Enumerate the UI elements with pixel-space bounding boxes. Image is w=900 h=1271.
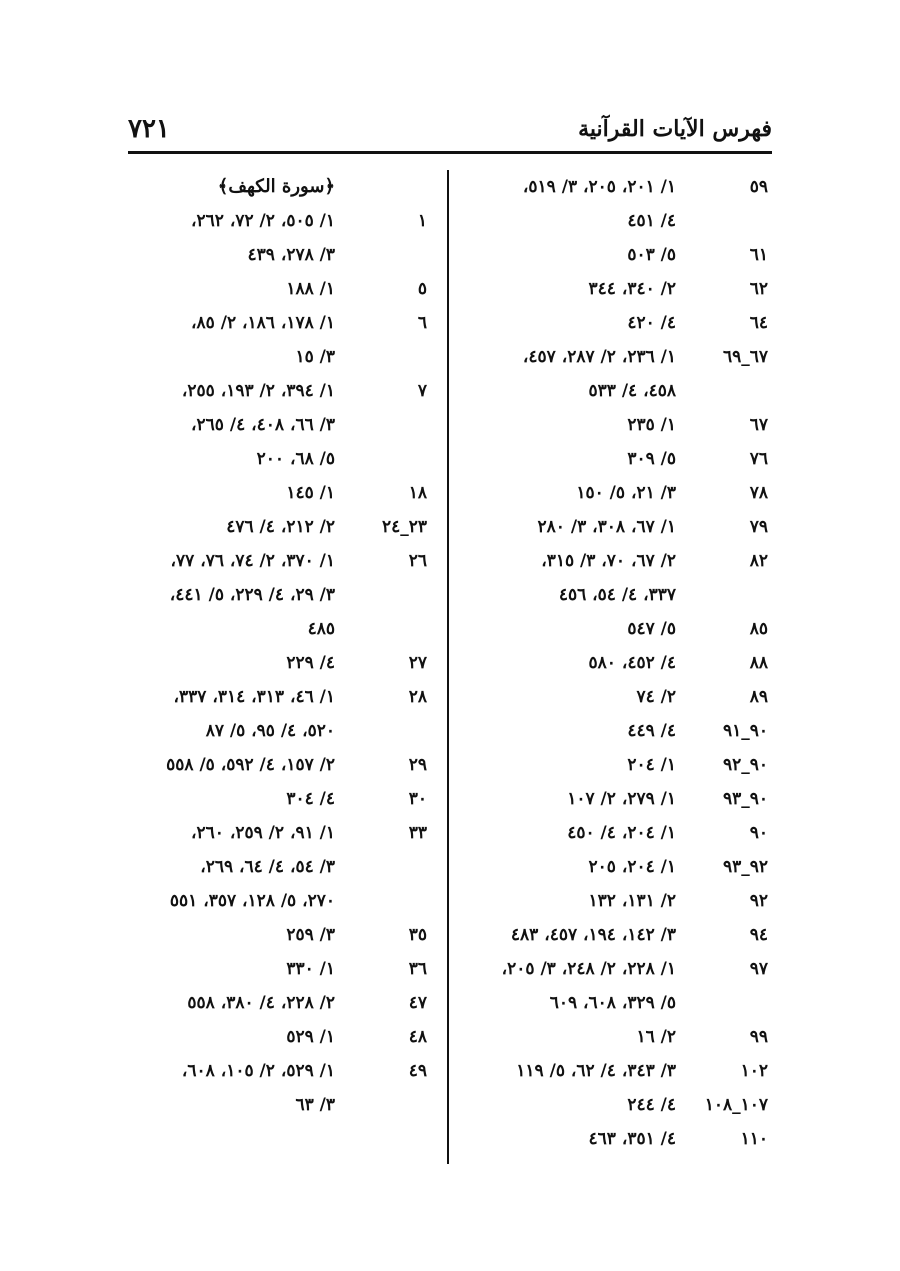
ayah-number: ٩٠_٩٢: [722, 755, 768, 775]
index-row: [466, 884, 776, 918]
index-row: [120, 442, 435, 476]
volume-page-reference: ١/ ٤٦، ٣١٣، ٣١٤، ٣٣٧،: [173, 687, 335, 707]
volume-page-reference: ١/ ٢٠١، ٢٠٥، ٣/ ٥١٩،: [522, 177, 676, 197]
volume-page-reference: ٤/ ٢٢٩: [286, 653, 335, 673]
index-row: [120, 612, 435, 646]
index-row: [466, 1054, 776, 1088]
volume-page-reference: ٥/ ٥٤٧: [627, 619, 676, 639]
volume-page-reference: ٢٧٠، ٥/ ١٢٨، ٣٥٧، ٥٥١: [169, 891, 335, 911]
index-row: [120, 918, 435, 952]
ayah-number: ١: [417, 211, 427, 231]
index-row: [120, 952, 435, 986]
volume-page-reference: ١/ ٢٠٤، ٤/ ٤٥٠: [567, 823, 676, 843]
page-number: ٧٢١: [128, 114, 170, 144]
volume-page-reference: ٤٥٨، ٤/ ٥٣٣: [588, 381, 676, 401]
volume-page-reference: ٥٢٠، ٤/ ٩٥، ٥/ ٨٧: [205, 721, 335, 741]
volume-page-reference: ٢/ ٣٤٠، ٣٤٤: [588, 279, 676, 299]
volume-page-reference: ٤/ ٤٥١: [627, 211, 676, 231]
ayah-number: ٤٨: [408, 1027, 427, 1047]
index-row: [120, 306, 435, 340]
ayah-number: ٩٩: [749, 1027, 768, 1047]
volume-page-reference: ١/ ٣٣٠: [286, 959, 335, 979]
ayah-number: ٧: [417, 381, 427, 401]
ayah-number: ٢٧: [408, 653, 427, 673]
volume-page-reference: ٢/ ٦٧، ٧٠، ٣/ ٣١٥،: [541, 551, 676, 571]
index-row: [120, 816, 435, 850]
ayah-number: ١٠٧_١٠٨: [704, 1095, 768, 1115]
index-row: [466, 918, 776, 952]
index-row: [466, 612, 776, 646]
index-row: [466, 442, 776, 476]
index-row: [120, 714, 435, 748]
ayah-number: ٢٨: [408, 687, 427, 707]
index-row: [466, 850, 776, 884]
ayah-number: ١٠٢: [740, 1061, 768, 1081]
ayah-number: ٥٩: [749, 177, 768, 197]
index-row: [120, 680, 435, 714]
index-row: [466, 680, 776, 714]
volume-page-reference: ٢/ ١٥٧، ٤/ ٥٩٢، ٥/ ٥٥٨: [166, 755, 335, 775]
volume-page-reference: ٢/ ٢٢٨، ٤/ ٣٨٠، ٥٥٨: [187, 993, 335, 1013]
index-row: [120, 238, 435, 272]
volume-page-reference: ٣/ ٢٩، ٤/ ٢٢٩، ٥/ ٤٤١،: [169, 585, 335, 605]
index-row: [466, 204, 776, 238]
index-row: [120, 408, 435, 442]
index-row: [466, 714, 776, 748]
index-row: [120, 476, 435, 510]
volume-page-reference: ٣/ ١٤٢، ١٩٤، ٤٥٧، ٤٨٣: [510, 925, 676, 945]
index-row: [120, 204, 435, 238]
index-row: [120, 1088, 435, 1122]
left-column: [120, 170, 435, 1122]
ayah-number: ١١٠: [740, 1129, 768, 1149]
index-row: [466, 646, 776, 680]
index-row: [120, 544, 435, 578]
volume-page-reference: ١/ ٢٣٥: [627, 415, 676, 435]
index-row: [120, 272, 435, 306]
volume-page-reference: ٤/ ٤٤٩: [627, 721, 676, 741]
ayah-number: ٢٣_٢٤: [381, 517, 427, 537]
index-row: [466, 748, 776, 782]
ayah-number: ٩٠_٩٣: [722, 789, 768, 809]
index-row: [466, 340, 776, 374]
ayah-number: ٩٧: [749, 959, 768, 979]
ayah-number: ٨٥: [749, 619, 768, 639]
volume-page-reference: ١/ ٣٧٠، ٢/ ٧٤، ٧٦، ٧٧،: [170, 551, 335, 571]
surah-heading: ﴿سورة الكهف﴾: [217, 176, 335, 197]
volume-page-reference: ١/ ٥٢٩، ٢/ ١٠٥، ٦٠٨،: [181, 1061, 335, 1081]
ayah-number: ٣٥: [408, 925, 427, 945]
ayah-number: ٤٩: [408, 1061, 427, 1081]
header-rule: [128, 151, 772, 154]
volume-page-reference: ٥/ ٣٠٩: [627, 449, 676, 469]
page-title: فهرس الآيات القرآنية: [578, 116, 772, 142]
volume-page-reference: ٥/ ٣٢٩، ٦٠٨، ٦٠٩: [549, 993, 676, 1013]
volume-page-reference: ٣/ ٢٧٨، ٤٣٩: [247, 245, 335, 265]
volume-page-reference: ٣/ ٦٣: [295, 1095, 335, 1115]
volume-page-reference: ٤/ ٤٥٢، ٥٨٠: [588, 653, 676, 673]
index-row: [466, 408, 776, 442]
ayah-number: ٦٧_٦٩: [722, 347, 768, 367]
volume-page-reference: ٤/ ٢٤٤: [627, 1095, 676, 1115]
index-row: [466, 986, 776, 1020]
volume-page-reference: ٣/ ٢٥٩: [286, 925, 335, 945]
ayah-number: ٦: [417, 313, 427, 333]
ayah-number: ٦١: [749, 245, 768, 265]
volume-page-reference: ١/ ١٤٥: [286, 483, 335, 503]
volume-page-reference: ٤/ ٣٠٤: [286, 789, 335, 809]
volume-page-reference: ٣٣٧، ٤/ ٥٤، ٤٥٦: [558, 585, 676, 605]
volume-page-reference: ١/ ٥٠٥، ٢/ ٧٢، ٢٦٢،: [191, 211, 335, 231]
volume-page-reference: ٥/ ٦٨، ٢٠٠: [256, 449, 335, 469]
right-column: [466, 170, 776, 1156]
ayah-number: ٣٠: [408, 789, 427, 809]
volume-page-reference: ٤/ ٣٥١، ٤٦٣: [588, 1129, 676, 1149]
ayah-number: ٧٨: [749, 483, 768, 503]
volume-page-reference: ١/ ٢٢٨، ٢/ ٢٤٨، ٣/ ٢٠٥،: [501, 959, 676, 979]
volume-page-reference: ٢/ ٧٤: [636, 687, 676, 707]
volume-page-reference: ١/ ٦٧، ٣٠٨، ٣/ ٢٨٠: [537, 517, 676, 537]
ayah-number: ٧٦: [749, 449, 768, 469]
volume-page-reference: ١/ ٩١، ٢/ ٢٥٩، ٢٦٠،: [191, 823, 335, 843]
index-row: [466, 1122, 776, 1156]
volume-page-reference: ١/ ٢٠٤، ٢٠٥: [588, 857, 676, 877]
volume-page-reference: ٢/ ٢١٢، ٤/ ٤٧٦: [226, 517, 335, 537]
index-row: [120, 1054, 435, 1088]
ayah-number: ٦٧: [749, 415, 768, 435]
index-row: [466, 816, 776, 850]
ayah-number: ١٨: [408, 483, 427, 503]
index-row: [466, 952, 776, 986]
index-row: [466, 476, 776, 510]
index-row: [466, 510, 776, 544]
ayah-number: ٣٦: [408, 959, 427, 979]
ayah-number: ٢٦: [408, 551, 427, 571]
ayah-number: ٩٢: [749, 891, 768, 911]
volume-page-reference: ٤٨٥: [307, 619, 335, 639]
ayah-number: ٨٩: [749, 687, 768, 707]
ayah-number: ٨٢: [749, 551, 768, 571]
index-row: [120, 986, 435, 1020]
ayah-number: ٣٣: [408, 823, 427, 843]
index-row: [120, 782, 435, 816]
index-row: [120, 374, 435, 408]
ayah-number: ٦٢: [749, 279, 768, 299]
ayah-number: ٦٤: [749, 313, 768, 333]
ayah-number: ٩٢_٩٣: [722, 857, 768, 877]
volume-page-reference: ٣/ ٥٤، ٤/ ٦٤، ٢٦٩،: [200, 857, 335, 877]
index-row: [120, 850, 435, 884]
ayah-number: ٨٨: [749, 653, 768, 673]
index-row: [120, 1020, 435, 1054]
index-row: [120, 510, 435, 544]
volume-page-reference: ٣/ ٢١، ٥/ ١٥٠: [576, 483, 676, 503]
ayah-number: ٩٤: [749, 925, 768, 945]
index-row: [120, 578, 435, 612]
index-row: [466, 578, 776, 612]
volume-page-reference: ١/ ٣٩٤، ٢/ ١٩٣، ٢٥٥،: [181, 381, 335, 401]
volume-page-reference: ٢/ ١٣١، ١٣٢: [588, 891, 676, 911]
index-row: [466, 1020, 776, 1054]
ayah-number: ٩٠: [749, 823, 768, 843]
index-row: [120, 884, 435, 918]
volume-page-reference: ٥/ ٥٠٣: [627, 245, 676, 265]
index-row: [120, 646, 435, 680]
index-row: [466, 544, 776, 578]
volume-page-reference: ١/ ٢٣٦، ٢/ ٢٨٧، ٤٥٧،: [522, 347, 676, 367]
index-row: [120, 748, 435, 782]
volume-page-reference: ١/ ١٧٨، ١٨٦، ٢/ ٨٥،: [191, 313, 335, 333]
column-divider: [447, 170, 449, 1164]
index-row: [466, 238, 776, 272]
volume-page-reference: ٣/ ١٥: [295, 347, 335, 367]
ayah-number: ٩٠_٩١: [722, 721, 768, 741]
index-row: [466, 374, 776, 408]
page-header: [128, 112, 772, 152]
volume-page-reference: ١/ ٢٠٤: [627, 755, 676, 775]
index-row: [466, 170, 776, 204]
volume-page-reference: ١/ ٥٢٩: [286, 1027, 335, 1047]
index-row: [466, 782, 776, 816]
ayah-number: ٥: [417, 279, 427, 299]
ayah-number: ٢٩: [408, 755, 427, 775]
volume-page-reference: ٣/ ٣٤٣، ٤/ ٦٢، ٥/ ١١٩: [516, 1061, 676, 1081]
index-row: [466, 272, 776, 306]
volume-page-reference: ١/ ١٨٨: [286, 279, 335, 299]
index-row: [466, 306, 776, 340]
ayah-number: ٧٩: [749, 517, 768, 537]
volume-page-reference: ٣/ ٦٦، ٤٠٨، ٤/ ٢٦٥،: [191, 415, 335, 435]
ayah-number: ٤٧: [408, 993, 427, 1013]
volume-page-reference: ٢/ ١٦: [636, 1027, 676, 1047]
surah-heading-row: [120, 170, 435, 204]
index-row: [466, 1088, 776, 1122]
volume-page-reference: ١/ ٢٧٩، ٢/ ١٠٧: [567, 789, 676, 809]
volume-page-reference: ٤/ ٤٢٠: [627, 313, 676, 333]
index-row: [120, 340, 435, 374]
